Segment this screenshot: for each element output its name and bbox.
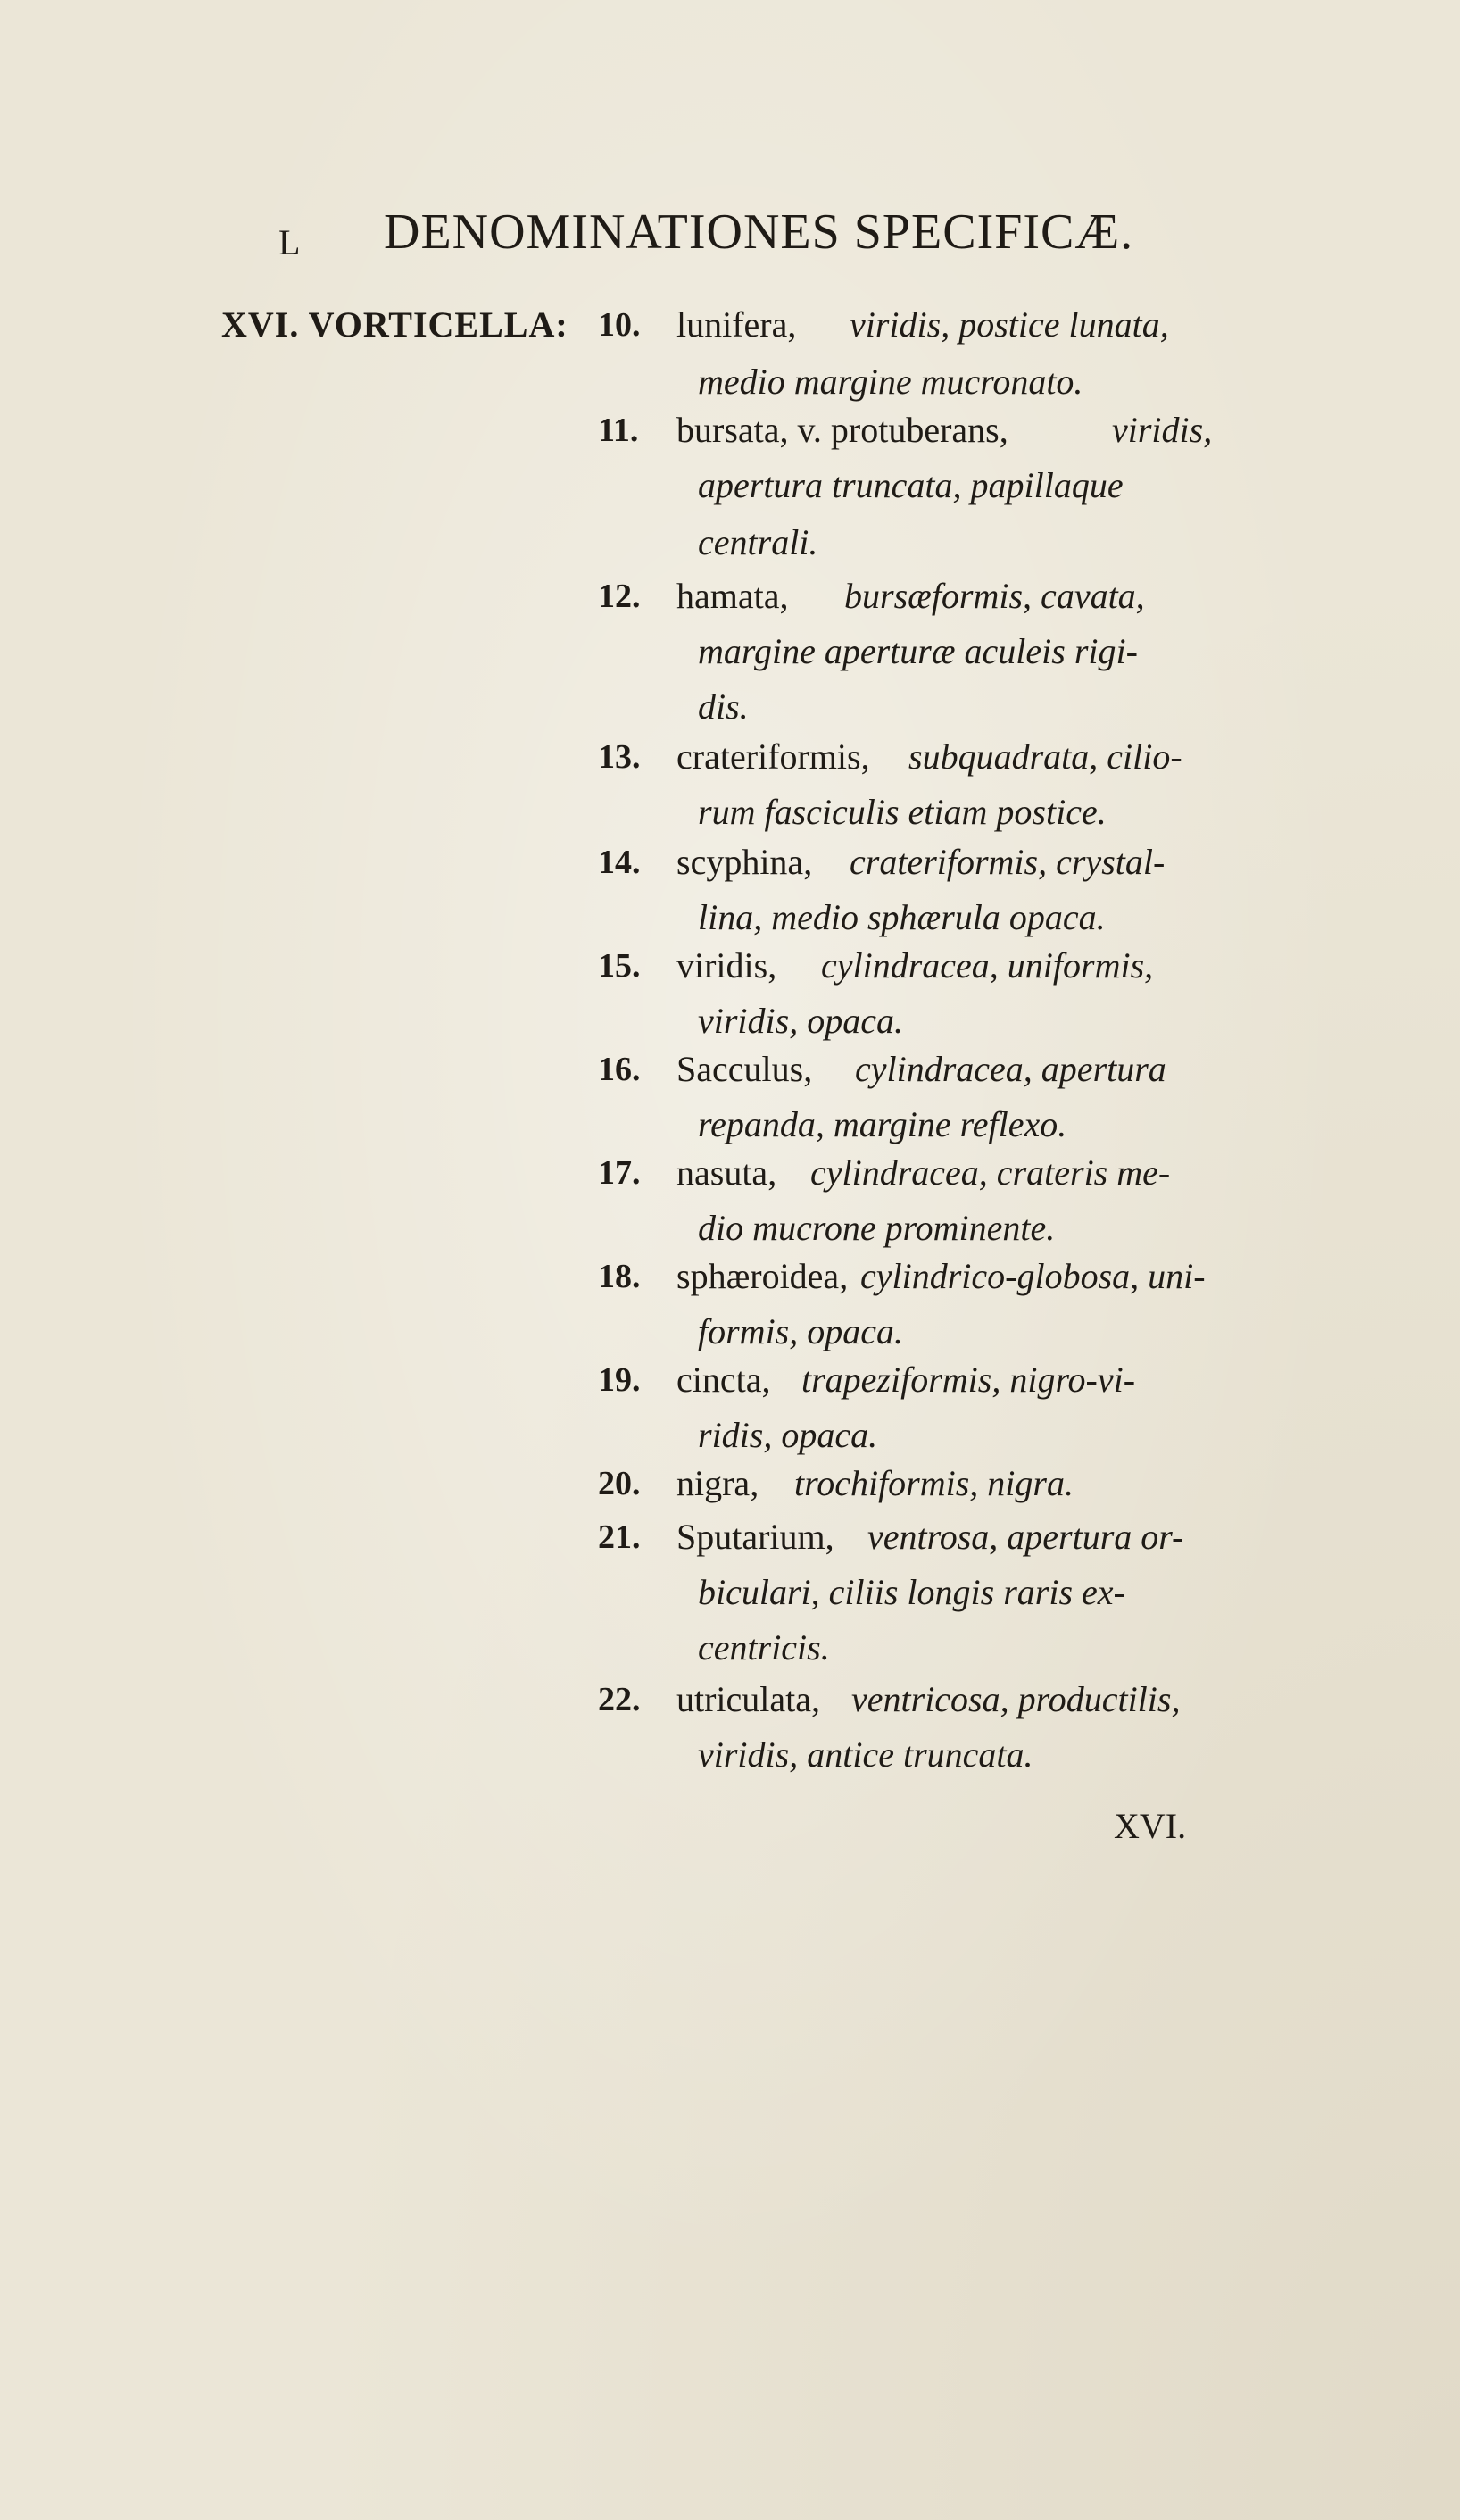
entry-name: lunifera, <box>676 304 797 345</box>
entry-number: 13. <box>598 738 641 776</box>
entry-number: 12. <box>598 578 641 615</box>
entry-description: cylindracea, apertura <box>855 1049 1166 1089</box>
entry-description-cont: formis, opaca. <box>698 1311 903 1351</box>
entry-number: 19. <box>598 1361 641 1399</box>
entry-number: 11. <box>598 412 639 449</box>
entry-number: 22. <box>598 1681 641 1718</box>
entry-name: cincta, <box>676 1360 771 1400</box>
entry-description: viridis, <box>1112 410 1213 450</box>
entry-name: scyphina, <box>676 842 813 882</box>
entry-name: bursata, v. protuberans, <box>676 410 1008 450</box>
entry-name: Sacculus, <box>676 1049 813 1089</box>
entry-name: nasuta, <box>676 1152 777 1193</box>
entry-description: subquadrata, cilio- <box>908 736 1182 777</box>
entry-description: crateriformis, crystal- <box>850 842 1166 882</box>
entry-description: cylindracea, uniformis, <box>821 945 1154 986</box>
entry-description: trochiformis, nigra. <box>794 1463 1074 1503</box>
entry-name: Sputarium, <box>676 1517 834 1557</box>
entry-description-cont: apertura truncata, papillaque <box>698 465 1124 505</box>
entry-number: 18. <box>598 1258 641 1295</box>
entry-description-cont: rum fasciculis etiam postice. <box>698 792 1107 832</box>
entry-number: 16. <box>598 1051 641 1088</box>
genus-label: XVI. VORTICELLA: <box>221 304 568 345</box>
page-number: L <box>278 222 303 262</box>
entry-description-cont: centricis. <box>698 1627 830 1668</box>
entry-description-cont: centrali. <box>698 522 818 562</box>
entry-description: ventrosa, apertura or- <box>867 1517 1184 1557</box>
entry-name: viridis, <box>676 945 777 986</box>
entry-description: cylindrico-globosa, uni- <box>860 1256 1206 1296</box>
entry-description-cont: ridis, opaca. <box>698 1415 878 1455</box>
entry-number: 10. <box>598 306 641 344</box>
entry-name: crateriformis, <box>676 736 870 777</box>
entry-name: nigra, <box>676 1463 759 1503</box>
entry-description-cont: viridis, antice truncata. <box>698 1734 1033 1775</box>
entry-number: 20. <box>598 1465 641 1502</box>
entry-description: viridis, postice lunata, <box>850 304 1169 345</box>
entry-description: bursæformis, cavata, <box>844 576 1145 616</box>
entry-name: utriculata, <box>676 1679 821 1719</box>
entry-description-cont: margine aperturæ aculeis rigi- <box>698 631 1138 671</box>
entry-number: 14. <box>598 844 641 881</box>
entry-description-cont: repanda, margine reflexo. <box>698 1104 1067 1144</box>
entry-name: sphæroidea, <box>676 1256 849 1296</box>
entry-number: 17. <box>598 1154 641 1192</box>
entry-name: hamata, <box>676 576 789 616</box>
entry-number: 21. <box>598 1518 641 1556</box>
entry-description: trapeziformis, nigro-vi- <box>801 1360 1136 1400</box>
entry-description-cont: dio mucrone prominente. <box>698 1208 1056 1248</box>
entry-number: 15. <box>598 947 641 985</box>
entry-description: ventricosa, productilis, <box>851 1679 1181 1719</box>
entry-description-cont: biculari, ciliis longis raris ex- <box>698 1572 1125 1612</box>
entry-description-cont: viridis, opaca. <box>698 1001 903 1041</box>
running-head: DENOMINATIONES SPECIFICÆ. <box>384 204 1134 260</box>
catchword: XVI. <box>1114 1806 1187 1846</box>
entry-description-cont: medio margine mucronato. <box>698 362 1083 402</box>
entry-description-cont: dis. <box>698 686 749 727</box>
entry-description-cont: lina, medio sphærula opaca. <box>698 897 1106 937</box>
entry-description: cylindracea, crateris me- <box>810 1152 1171 1193</box>
